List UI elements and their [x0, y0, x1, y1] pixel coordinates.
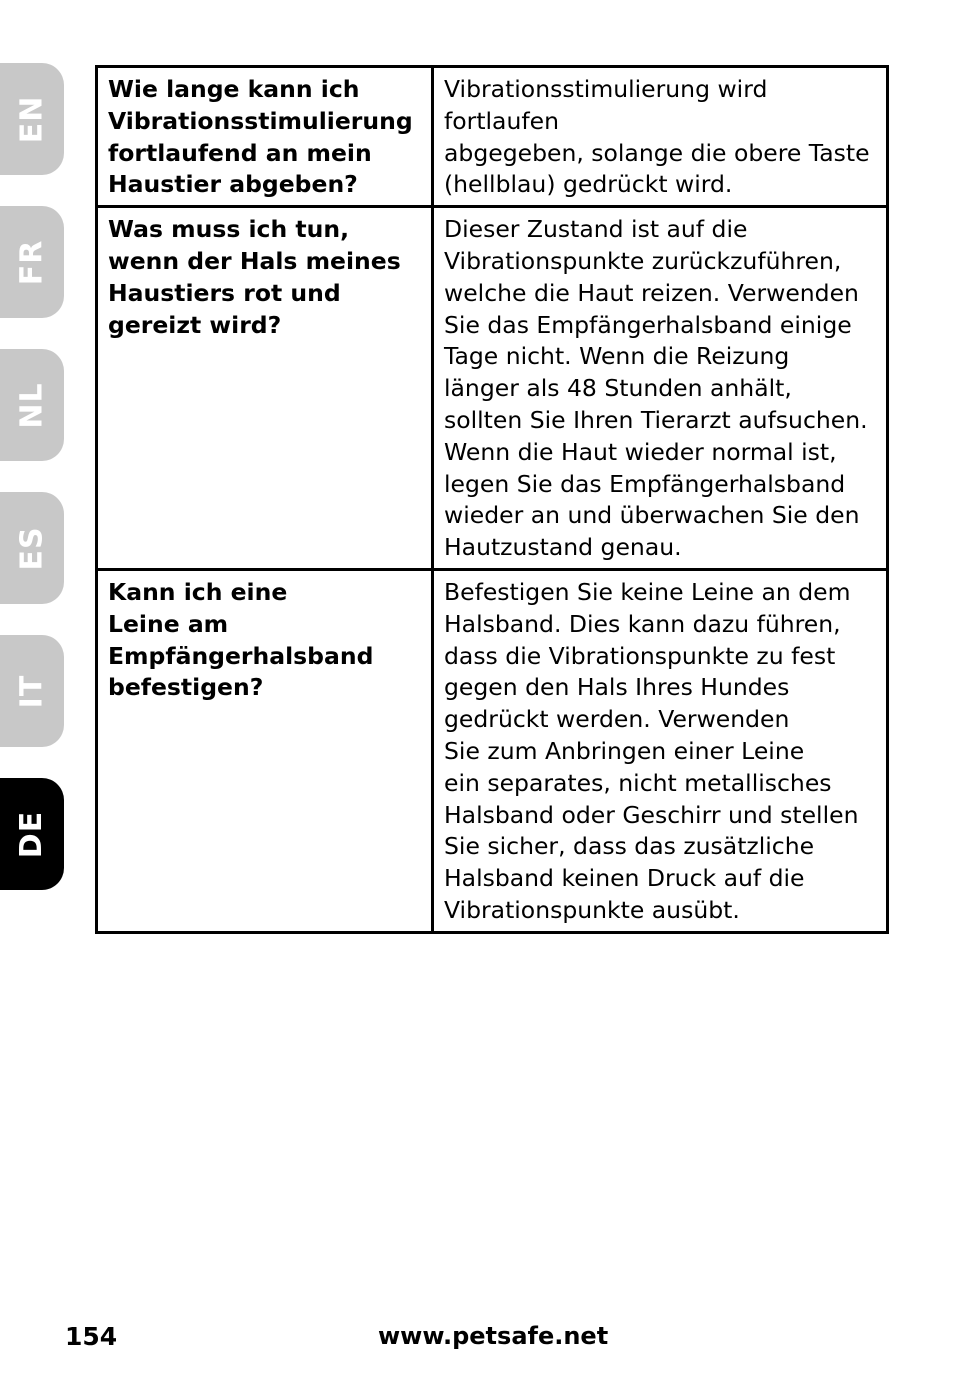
lang-tab-fr[interactable] — [0, 206, 64, 318]
faq-answer: Befestigen Sie keine Leine an dem Halsband. Dies kann dazu führen, dass die Vibrationspunkte zu fest gegen den Hals Ihres Hundes gedrückt werden. Verwenden Sie zum Anbringen einer Leine ein separates, nicht metallisches Halsband oder Geschirr und stellen Sie sicher, dass das zusätzliche Halsband keinen Druck auf die Vibrationspunkte ausübt. — [433, 569, 888, 932]
lang-tab-en[interactable] — [0, 63, 64, 175]
lang-tab-de[interactable] — [0, 778, 64, 890]
lang-tab-es[interactable] — [0, 492, 64, 604]
lang-tab-label: ES — [14, 525, 50, 571]
page-number: 154 — [65, 1322, 118, 1351]
faq-answer: Vibrationsstimulierung wird fortlaufen abgegeben, solange die obere Taste (hellblau) gedrückt wird. — [433, 67, 888, 207]
faq-table — [95, 65, 889, 934]
faq-row — [97, 67, 888, 207]
footer-url[interactable]: www.petsafe.net — [378, 1322, 609, 1350]
faq-answer: Dieser Zustand ist auf die Vibrationspunkte zurückzuführen, welche die Haut reizen. Verwenden Sie das Empfängerhalsband einige Tage nicht. Wenn die Reizung länger als 48 Stunden anhält, sollten Sie Ihren Tierarzt aufsuchen. Wenn die Haut wieder normal ist, legen Sie das Empfängerhalsband wieder an und überwachen Sie den Hautzustand genau. — [433, 207, 888, 570]
lang-tab-label: FR — [14, 239, 50, 285]
lang-tab-label: NL — [14, 381, 50, 429]
faq-question: Wie lange kann ich Vibrationsstimulierung fortlaufend an mein Haustier abgeben? — [97, 67, 433, 207]
faq-row — [97, 569, 888, 932]
lang-tab-it[interactable] — [0, 635, 64, 747]
lang-tab-label: DE — [14, 810, 50, 858]
lang-tab-label: IT — [14, 674, 50, 708]
faq-row — [97, 207, 888, 570]
faq-question: Was muss ich tun, wenn der Hals meines Haustiers rot und gereizt wird? — [97, 207, 433, 570]
lang-tab-label: EN — [14, 95, 50, 143]
faq-question: Kann ich eine Leine am Empfängerhalsband befestigen? — [97, 569, 433, 932]
lang-tab-nl[interactable] — [0, 349, 64, 461]
